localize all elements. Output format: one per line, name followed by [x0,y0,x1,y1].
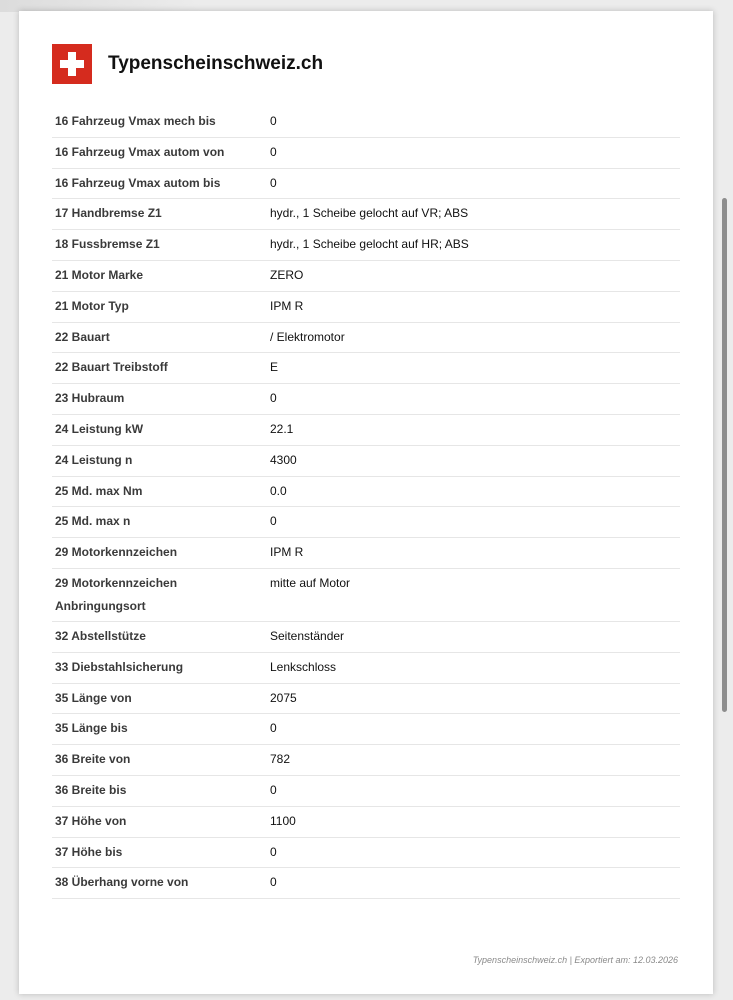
table-row [52,292,680,323]
row-value: E [270,360,279,375]
row-label: 24 Leistung kW [55,421,144,436]
row-value: 0 [270,114,277,128]
row-value: hydr., 1 Scheibe gelocht auf VR; ABS [270,206,469,221]
row-label: 37 Höhe bis [55,844,123,859]
row-value: mitte auf Motor [270,575,351,590]
row-label: 16 Fahrzeug Vmax autom bis [55,175,221,190]
row-label: 24 Leistung n [55,452,133,467]
page-header [52,44,323,84]
row-label: 18 Fussbremse Z1 [55,237,160,252]
row-label: 21 Motor Marke [55,267,144,282]
row-value: ZERO [270,267,304,282]
row-label: 33 Diebstahlsicherung [55,659,184,674]
row-value: 0 [270,514,277,529]
row-label: 21 Motor Typ [55,298,129,313]
table-row [52,622,680,653]
row-value: 0 [270,721,277,736]
table-row [52,868,680,899]
row-label: 29 Motorkennzeichen Anbringungsort [55,575,178,613]
row-label: 23 Hubraum [55,391,125,406]
row-value: hydr., 1 Scheibe gelocht auf HR; ABS [270,237,469,252]
row-value: / Elektromotor [270,329,345,344]
table-row [52,230,680,261]
table-row [52,807,680,838]
table-row [52,323,680,354]
table-row [52,477,680,508]
table-row [52,776,680,807]
table-row [52,199,680,230]
row-value: 0 [270,144,277,159]
row-value: IPM R [270,545,304,560]
row-label: 32 Abstellstütze [55,628,146,643]
table-row [52,353,680,384]
row-value: 782 [270,752,291,767]
spec-table [52,107,680,899]
document-page [19,11,713,994]
row-value: Lenkschloss [270,659,337,674]
row-value: 0 [270,391,277,406]
table-row [52,538,680,569]
row-value: 0 [270,844,277,859]
row-label: 17 Handbremse Z1 [55,206,162,221]
row-label: 35 Länge von [55,690,132,705]
row-label: 37 Höhe von [55,813,127,828]
table-row [52,384,680,415]
row-value: 22.1 [270,421,294,436]
row-label: 16 Fahrzeug Vmax autom von [55,144,225,159]
site-title: Typenscheinschweiz.ch [108,53,324,74]
row-value: 0.0 [270,483,287,498]
row-value: Seitenständer [270,628,345,643]
export-footer: Typenscheinschweiz.ch | Exportiert am: 12.03.2026 [472,955,678,965]
table-row [52,415,680,446]
row-value: 0 [270,875,277,890]
table-row [52,714,680,745]
row-value: 2075 [270,690,297,705]
row-label: 25 Md. max Nm [55,483,143,498]
row-label: 16 Fahrzeug Vmax mech bis [55,114,216,128]
table-row [52,169,680,200]
row-label: 22 Bauart Treibstoff [55,360,168,375]
row-value: IPM R [270,298,304,313]
table-row [52,507,680,538]
table-row [52,838,680,869]
table-row [52,107,680,138]
table-row [52,138,680,169]
table-row [52,684,680,715]
scrollbar[interactable] [722,198,727,712]
row-value: 0 [270,175,277,190]
row-value: 0 [270,782,277,797]
swiss-flag-icon [52,44,92,84]
row-label: 36 Breite von [55,752,131,767]
table-row [52,261,680,292]
row-label: 25 Md. max n [55,514,131,529]
row-label: 29 Motorkennzeichen [55,545,178,560]
row-label: 36 Breite bis [55,782,127,797]
row-label: 22 Bauart [55,329,110,344]
table-row [52,569,680,622]
row-label: 35 Länge bis [55,721,128,736]
row-label: 38 Überhang vorne von [55,875,189,890]
table-row [52,653,680,684]
row-value: 4300 [270,452,297,467]
table-row [52,446,680,477]
row-value: 1100 [270,813,296,828]
table-row [52,745,680,776]
